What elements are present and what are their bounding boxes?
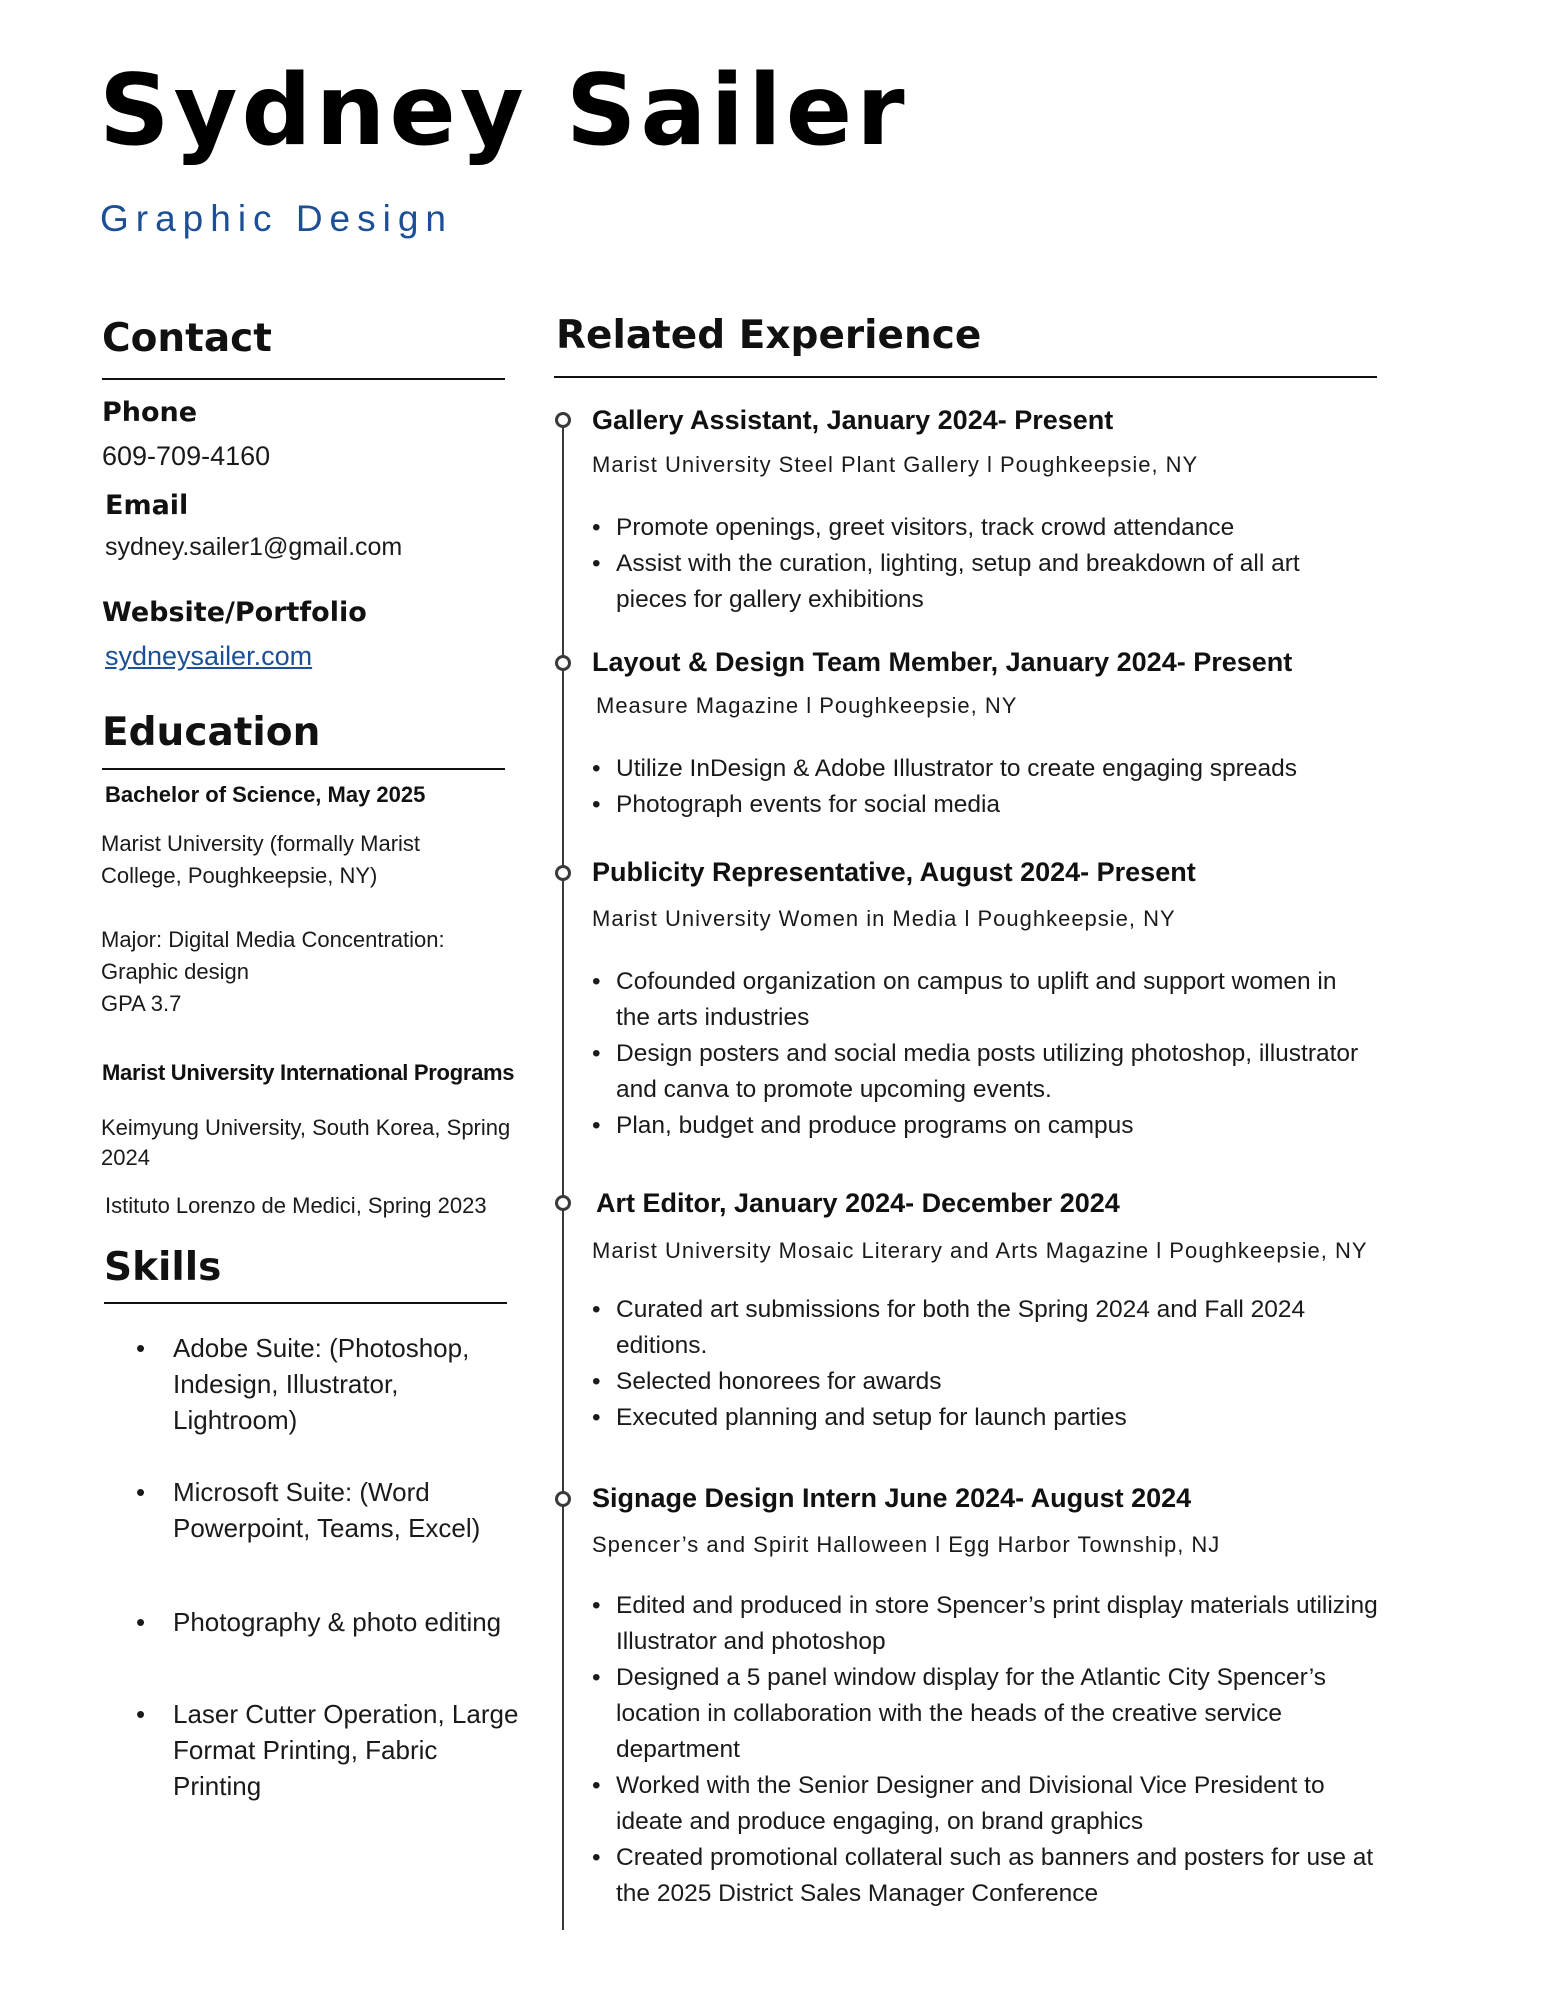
school-line-1: Marist University (formally Marist [101,831,421,856]
job-bullets [592,510,1442,618]
intl-programs-heading: Marist University International Programs [102,1060,515,1085]
skills-heading: Skills [104,1245,222,1290]
resume-role: Graphic Design [100,198,454,239]
job-bullet: • Assist with the curation, lighting, setup and breakdown of all art pieces for gallery exhibitions [592,546,1442,618]
job-bullet: • Utilize InDesign & Adobe Illustrator to create engaging spreads [592,751,1442,787]
job-bullet: • Selected honorees for awards [592,1364,1442,1400]
job-bullet: • Curated art submissions for both the Spring 2024 and Fall 2024 editions. [592,1292,1442,1364]
skills-list [136,1330,536,1804]
timeline-node [555,655,571,671]
timeline-node [555,865,571,881]
education-divider [102,768,505,770]
skill-item: • Laser Cutter Operation, Large Format Printing, Fabric Printing [136,1696,536,1804]
job-bullet: • Photograph events for social media [592,787,1442,823]
experience-divider [554,376,1377,378]
contact-divider [102,378,505,380]
email-label: Email [105,490,189,521]
contact-heading: Contact [102,316,272,361]
job-title: Layout & Design Team Member, January 2024- Present [592,647,1293,677]
job-bullet: • Designed a 5 panel window display for the Atlantic City Spencer’s location in collaboration with the heads of the creative service department [592,1660,1442,1768]
degree-title: Bachelor of Science, May 2025 [105,782,426,807]
skill-item: • Microsoft Suite: (Word Powerpoint, Teams, Excel) [136,1474,536,1546]
phone-value: 609-709-4160 [102,441,271,471]
job-org: Spencer’s and Spirit Halloween l Egg Harbor Township, NJ [592,1532,1221,1557]
job-org: Marist University Steel Plant Gallery l Poughkeepsie, NY [592,452,1199,477]
skill-item: • Adobe Suite: (Photoshop, Indesign, Illustrator, Lightroom) [136,1330,536,1438]
education-heading: Education [102,710,321,755]
job-bullet: • Design posters and social media posts utilizing photoshop, illustrator and canva to promote upcoming events. [592,1036,1442,1108]
skills-divider [104,1302,507,1304]
gpa: GPA 3.7 [101,991,182,1016]
major-line-1: Major: Digital Media Concentration: [101,927,445,952]
job-title: Signage Design Intern June 2024- August 2024 [592,1483,1192,1513]
phone-label: Phone [102,397,198,428]
job-bullets [592,1292,1442,1436]
intl-program-1-line-1: Keimyung University, South Korea, Spring [101,1115,511,1140]
job-bullet: • Executed planning and setup for launch parties [592,1400,1442,1436]
job-bullet: • Plan, budget and produce programs on campus [592,1108,1442,1144]
timeline-node [555,412,571,428]
timeline-node [555,1491,571,1507]
job-org: Measure Magazine l Poughkeepsie, NY [596,693,1018,718]
job-bullet: • Promote openings, greet visitors, track crowd attendance [592,510,1442,546]
job-bullets [592,751,1442,823]
job-bullets [592,1588,1442,1912]
website-link[interactable]: sydneysailer.com [105,641,313,671]
job-title: Art Editor, January 2024- December 2024 [596,1188,1120,1218]
job-org: Marist University Mosaic Literary and Arts Magazine l Poughkeepsie, NY [592,1238,1368,1263]
job-title: Publicity Representative, August 2024- Present [592,857,1196,887]
experience-heading: Related Experience [556,313,982,358]
major-line-2: Graphic design [101,959,249,984]
intl-program-1-line-2: 2024 [101,1145,150,1170]
job-org: Marist University Women in Media l Poughkeepsie, NY [592,906,1176,931]
job-bullet: • Created promotional collateral such as banners and posters for use at the 2025 District Sales Manager Conference [592,1840,1442,1912]
email-value[interactable]: sydney.sailer1@gmail.com [105,533,403,561]
experience-timeline [562,412,564,1930]
job-title: Gallery Assistant, January 2024- Present [592,405,1114,435]
job-bullets [592,964,1442,1144]
job-bullet: • Worked with the Senior Designer and Divisional Vice President to ideate and produce engaging, on brand graphics [592,1768,1442,1840]
website-label: Website/Portfolio [102,597,367,628]
resume-name: Sydney Sailer [99,54,909,168]
school-line-2: College, Poughkeepsie, NY) [101,863,378,888]
intl-program-2: Istituto Lorenzo de Medici, Spring 2023 [105,1193,487,1218]
skill-item: • Photography & photo editing [136,1604,536,1640]
job-bullet: • Cofounded organization on campus to uplift and support women in the arts industries [592,964,1442,1036]
timeline-node [555,1195,571,1211]
job-bullet: • Edited and produced in store Spencer’s print display materials utilizing Illustrator and photoshop [592,1588,1442,1660]
